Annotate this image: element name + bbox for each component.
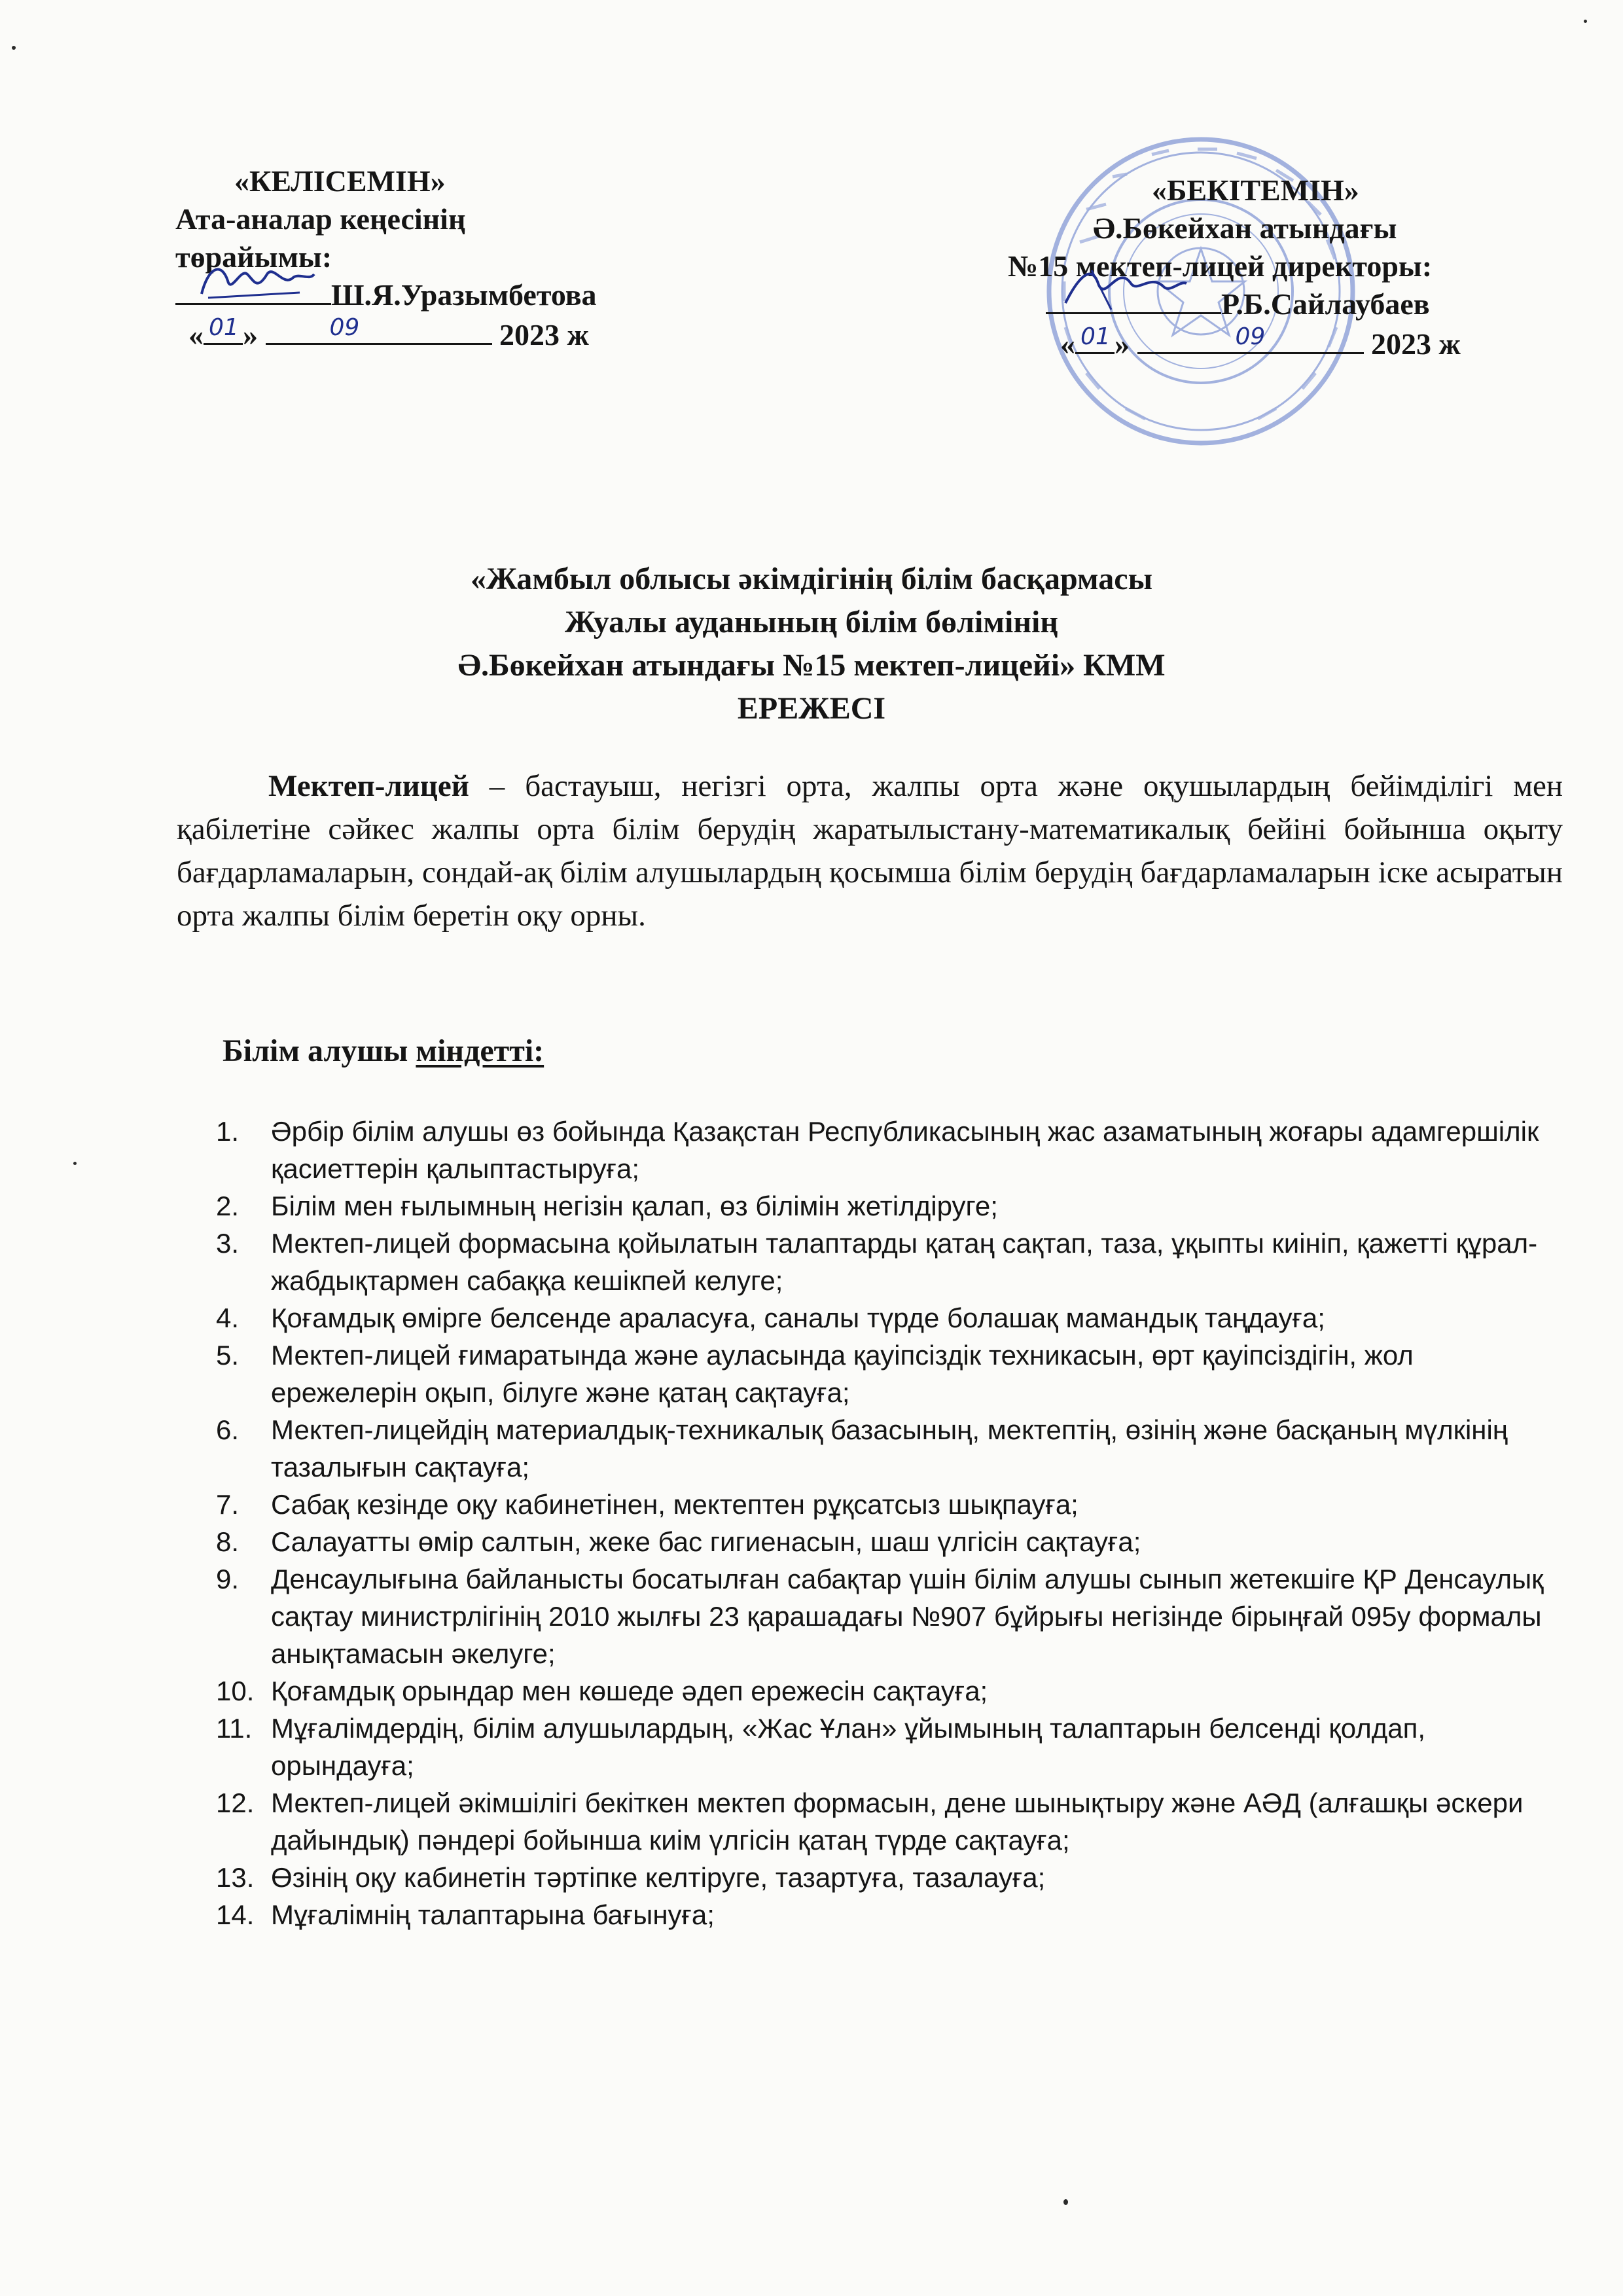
parents-council-approval (175, 162, 597, 354)
section-heading-underlined: міндетті: (416, 1033, 544, 1068)
approval-position-line: №15 мектеп-лицей директоры: (1008, 249, 1433, 283)
date-year: 2023 ж (1371, 327, 1461, 361)
duty-item (216, 1225, 1551, 1299)
approval-heading: «БЕКІТЕМІН» (1152, 173, 1359, 207)
duty-item (216, 1336, 1551, 1411)
quote-open: « (188, 318, 204, 351)
duty-item (216, 1486, 1551, 1523)
duty-text: Қоғамдық өмірге белсенде араласуға, саналы түрде болашақ мамандық таңдауға; (271, 1302, 1325, 1333)
document-title (0, 558, 1623, 730)
date-row (1008, 323, 1461, 363)
approval-position-line: төрайымы: (175, 240, 332, 274)
scan-speck (73, 1162, 77, 1165)
duty-number: 7. (216, 1489, 240, 1520)
duty-number: 14. (216, 1899, 255, 1930)
director-approval (1008, 171, 1461, 363)
title-line: Жуалы ауданының білім бөлімінің (565, 605, 1058, 639)
scan-speck (12, 46, 16, 50)
title-line: ЕРЕЖЕСІ (737, 691, 886, 726)
intro-term: Мектеп-лицей (268, 769, 469, 803)
duty-text: Білім мен ғылымның негізін қалап, өз білімін жетілдіруге; (271, 1191, 998, 1221)
duties-list (216, 1113, 1551, 1933)
duty-item (216, 1411, 1551, 1486)
duty-number: 8. (216, 1526, 240, 1557)
duty-item (216, 1560, 1551, 1672)
duty-number: 13. (216, 1862, 255, 1893)
signatory-name: Р.Б.Сайлаубаев (1221, 287, 1430, 321)
approval-position-line: Ата-аналар кеңесінің (175, 202, 466, 236)
duty-number: 11. (216, 1713, 253, 1744)
signature-line (1046, 286, 1221, 314)
duty-text: Салауатты өмір салтын, жеке бас гигиенасын, шаш үлгісін сақтауға; (271, 1526, 1141, 1557)
intro-paragraph (177, 764, 1563, 937)
duty-text: Мектеп-лицей ғимаратында және ауласында қауіпсіздік техникасын, өрт қауіпсіздігін, жол ережелерін оқып, білуге және қатаң сақтауға; (271, 1340, 1414, 1408)
duty-text: Мектеп-лицей әкімшілігі бекіткен мектеп формасын, дене шынықтыру және АӘД (алғашқы әскери дайындық) пәндері бойынша киім үлгісін қатаң түрде сақтауға; (271, 1787, 1524, 1856)
handwritten-signature (1052, 257, 1190, 316)
duty-text: Мұғалімнің талаптарына бағынуға; (271, 1899, 715, 1930)
quote-open: « (1060, 327, 1075, 361)
date-month-field (266, 314, 492, 345)
duty-text: Өзінің оқу кабинетін тәртіпке келтіруге, тазартуға, тазалауға; (271, 1862, 1046, 1893)
approval-heading: «КЕЛІСЕМІН» (234, 164, 446, 198)
duty-number: 12. (216, 1787, 255, 1818)
intro-definition: – бастауыш, негізгі орта, жалпы орта және оқушылардың бейімділігі мен қабілетіне сәйкес жалпы орта білім берудің жаратылыстану-математикалық бейіні бойынша оқыту бағдарламаларын, сондай-ақ білім алушылардың қосымша білім берудің бағдарламаларын іске асыратын орта жалпы білім беретін оқу орны. (177, 769, 1563, 933)
duty-number: 4. (216, 1302, 240, 1333)
date-month-handwritten: 09 (1235, 323, 1266, 350)
handwritten-signature (195, 255, 319, 307)
section-heading (223, 1033, 544, 1069)
duty-number: 3. (216, 1228, 240, 1259)
quote-close: » (243, 318, 266, 351)
duty-number: 9. (216, 1564, 240, 1594)
duty-text: Мектеп-лицей формасына қойылатын талаптарды қатаң сақтап, таза, ұқыпты киініп, қажетті құрал-жабдықтармен сабаққа кешікпей келуге; (271, 1228, 1538, 1296)
duty-number: 5. (216, 1340, 240, 1371)
date-row (175, 314, 597, 354)
duty-item (216, 1672, 1551, 1710)
signatory-name: Ш.Я.Уразымбетова (331, 278, 597, 312)
duty-number: 10. (216, 1676, 255, 1706)
date-day-handwritten: 01 (209, 314, 239, 341)
duty-text: Мектеп-лицейдің материалдық-техникалық базасының, мектептің, өзінің және басқаның мүлкінің тазалығын сақтауға; (271, 1414, 1508, 1482)
scan-speck (1063, 2199, 1068, 2205)
approval-position-line: Ә.Бөкейхан атындағы (1093, 211, 1397, 245)
date-day-field (204, 314, 243, 345)
duty-number: 1. (216, 1116, 240, 1147)
duty-text: Денсаулығына байланысты босатылған сабақтар үшін білім алушы сынып жетекшіге ҚР Денсаулық сақтау министрлігінің 2010 жылғы 23 қарашадағы №907 бұйрығы негізінде бірыңғай 095у формалы анықтамасын әкелуге; (271, 1564, 1544, 1669)
date-day-handwritten: 01 (1080, 323, 1111, 350)
duty-text: Әрбір білім алушы өз бойында Қазақстан Республикасының жас азаматының жоғары адамгершілік қасиеттерін қалыптастыруға; (271, 1116, 1539, 1184)
duty-item (216, 1710, 1551, 1784)
date-month-field (1137, 323, 1364, 354)
duty-item (216, 1113, 1551, 1187)
section-heading-prefix: Білім алушы (223, 1033, 416, 1068)
signature-line (175, 277, 331, 305)
duty-item (216, 1859, 1551, 1896)
duty-text: Қоғамдық орындар мен көшеде әдеп ережесін сақтауға; (271, 1676, 988, 1706)
title-line: Ә.Бөкейхан атындағы №15 мектеп-лицейі» КММ (457, 648, 1166, 683)
duty-item (216, 1187, 1551, 1225)
duty-text: Мұғалімдердің, білім алушылардың, «Жас Ұлан» ұйымының талаптарын белсенді қолдап, орындауға; (271, 1713, 1426, 1781)
duty-number: 6. (216, 1414, 240, 1445)
duty-number: 2. (216, 1191, 240, 1221)
date-year: 2023 ж (499, 318, 589, 351)
quote-close: » (1115, 327, 1137, 361)
duty-item (216, 1784, 1551, 1859)
date-day-field (1075, 323, 1115, 354)
duty-text: Сабақ кезінде оқу кабинетінен, мектептен рұқсатсыз шықпауға; (271, 1489, 1079, 1520)
duty-item (216, 1299, 1551, 1336)
title-line: «Жамбыл облысы әкімдігінің білім басқармасы (470, 562, 1153, 596)
duty-item (216, 1896, 1551, 1933)
scan-speck (1584, 20, 1587, 23)
duty-item (216, 1523, 1551, 1560)
date-month-handwritten: 09 (329, 314, 360, 341)
signature-row (1008, 285, 1461, 323)
